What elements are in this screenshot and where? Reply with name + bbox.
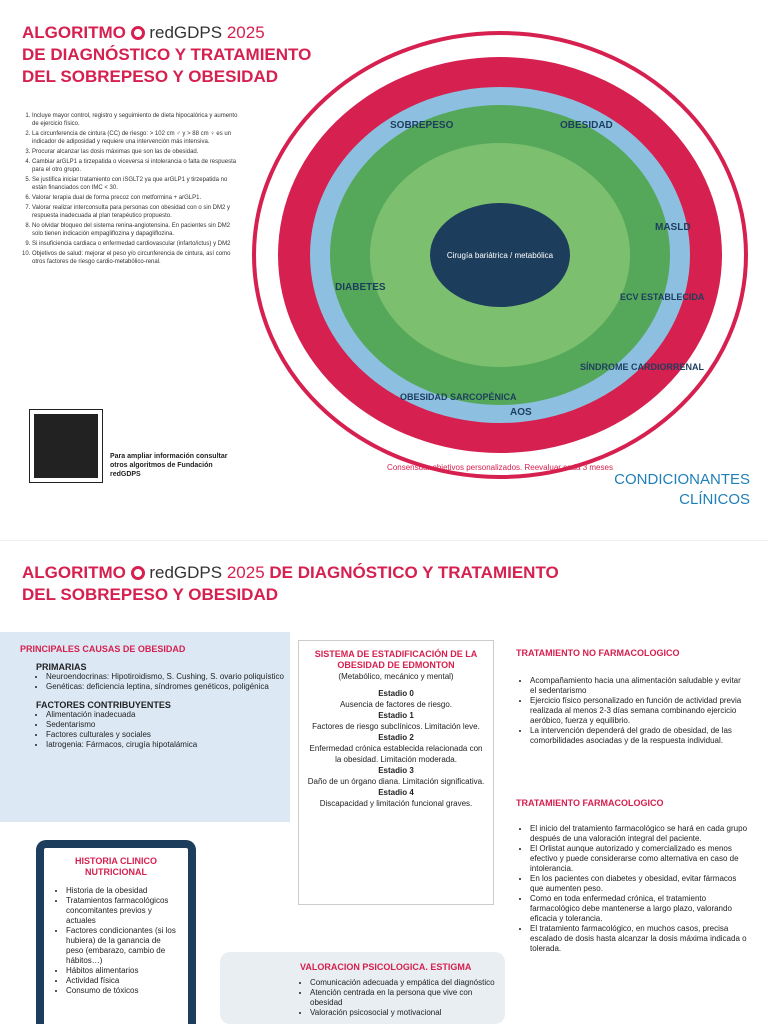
segment-obesidad: OBESIDAD — [560, 120, 613, 131]
stage-name: Estadio 4 — [378, 788, 414, 797]
list-item: • Iatrogenia: Fármacos, cirugía hipotalámica — [46, 740, 290, 750]
list-item: • Factores condicionantes (si los hubiera) de la ganancia de peso (embarazo, cambio de hábitos…) — [66, 926, 180, 966]
notes-list — [22, 112, 240, 268]
stage-name: Estadio 1 — [378, 711, 414, 720]
farma-list — [530, 824, 748, 954]
psico-title: VALORACION PSICOLOGICA. ESTIGMA — [300, 962, 472, 972]
note-item: 9. Si insuficiencia cardiaca o enfermedad cardiovascular (infarto/ictus) y DM2 — [32, 240, 240, 248]
primarias-list — [46, 672, 290, 692]
list-item: • Alimentación inadecuada — [46, 710, 290, 720]
stage-desc: Enfermedad crónica establecida relacionada con la obesidad. Limitación moderada. — [309, 744, 483, 764]
list-item: • El Orlistat aunque autorizado y comercializado es menos efectivo y puede considerarse como alternativa en caso de intolerancia. — [530, 844, 748, 874]
note-item: 8. No olvidar bloqueo del sistema renina-angiotensina. En pacientes sin DM2 solo tienen indicación empagliflozina y dapagliflozina. — [32, 222, 240, 238]
no-farma-section — [516, 648, 748, 746]
title-line-2: DE DIAGNÓSTICO Y TRATAMIENTO — [22, 45, 312, 64]
wheel-center-label: Cirugía bariátrica / metabólica — [446, 251, 554, 260]
stage-name: Estadio 2 — [378, 733, 414, 742]
segment-cardiorrenal: SÍNDROME CARDIORRENAL — [580, 362, 705, 372]
segment-ecv: ECV ESTABLECIDA — [620, 292, 705, 302]
qr-caption: Para ampliar información consultar otros algoritmos de Fundación redGDPS — [110, 453, 228, 478]
list-item: • El tratamiento farmacológico, en muchos casos, precisa escalado de dosis hasta alcanzar la dosis máxima indicada o tolerada. — [530, 924, 748, 954]
note-item: 1. Incluye mayor control, registro y seguimiento de dieta hipocalórica y aumento de ejercicio físico. — [32, 112, 240, 128]
section-divider — [0, 540, 768, 541]
list-item: • En los pacientes con diabetes y obesidad, evitar fármacos que aumenten peso. — [530, 874, 748, 894]
stage — [307, 732, 485, 765]
list-item: • La intervención dependerá del grado de obesidad, de las comorbilidades asociadas y de la respuesta individual. — [530, 726, 748, 746]
list-item: • Ejercicio físico personalizado en función de actividad previa realizada al menos 2-3 días semana combinando ejercicio aeróbico, fuerza y equilibrio. — [530, 696, 748, 726]
list-item: • Sedentarismo — [46, 720, 290, 730]
stage — [307, 765, 485, 787]
stage-desc: Discapacidad y limitación funcional graves. — [319, 799, 473, 808]
segment-diabetes: DIABETES — [335, 282, 386, 293]
list-item: • Tratamientos farmacológicos concomitantes previos y actuales — [66, 896, 180, 926]
stage-desc: Daño de un órgano diana. Limitación significativa. — [307, 777, 485, 786]
brand-name: redGDPS — [149, 563, 223, 582]
title2-line-1 — [22, 562, 559, 584]
condicionantes-label: CONDICIONANTES CLÍNICOS — [614, 471, 750, 508]
stage-desc: Ausencia de factores de riesgo. — [339, 700, 453, 709]
edmonton-card — [298, 640, 494, 905]
title-algoritmo: ALGORITMO — [22, 23, 126, 42]
psico-panel — [220, 952, 505, 1024]
causas-title: PRINCIPALES CAUSAS DE OBESIDAD — [20, 644, 186, 654]
segment-masld: MASLD — [655, 222, 691, 233]
stage-desc: Factores de riesgo subclínicos. Limitación leve. — [312, 722, 480, 731]
list-item: • Genéticas: deficiencia leptina, síndromes genéticos, poligénica — [46, 682, 290, 692]
farma-title: TRATAMIENTO FARMACOLOGICO — [516, 798, 664, 808]
factores-list — [46, 710, 290, 750]
list-item: • Neuroendocrinas: Hipotiroidismo, S. Cushing, S. ovario poliquístico — [46, 672, 290, 682]
title2-year: 2025 — [226, 563, 265, 582]
list-item: • Factores culturales y sociales — [46, 730, 290, 740]
list-item: • El inicio del tratamiento farmacológico se hará en cada grupo después de una valoración integral del paciente. — [530, 824, 748, 844]
wheel-bottom-text: Consensuar objetivos personalizados. Reevaluar cada 3 meses — [387, 463, 613, 472]
segment-aos: AOS — [510, 407, 532, 418]
algorithm-wheel — [250, 30, 750, 480]
list-item: • Consumo de tóxicos — [66, 986, 180, 996]
brand-logo-icon — [131, 566, 145, 580]
title2-algoritmo: ALGORITMO — [22, 563, 126, 582]
stage-name: Estadio 3 — [378, 766, 414, 775]
list-item: • Actividad física — [66, 976, 180, 986]
primarias-title: PRIMARIAS — [36, 662, 87, 672]
list-item: • Atención centrada en la persona que vive con obesidad — [310, 988, 505, 1008]
list-item: • Hábitos alimentarios — [66, 966, 180, 976]
list-item: • Acompañamiento hacia una alimentación saludable y evitar el sedentarismo — [530, 676, 748, 696]
segment-sarcopenica: OBESIDAD SARCOPÉNICA — [400, 392, 517, 402]
title-line-1 — [22, 22, 265, 44]
historia-list — [66, 886, 180, 996]
stage — [307, 710, 485, 732]
stage-name: Estadio 0 — [378, 689, 414, 698]
note-item: 7. Valorar realizar interconsulta para personas con obesidad con o sin DM2 y respuesta inadecuada al plan terapéutico propuesto. — [32, 204, 240, 220]
brand-logo-icon — [131, 26, 145, 40]
note-item: 4. Cambiar arGLP1 a tirzepatida o viceversa si intolerancia o falta de respuesta para el otro grupo. — [32, 158, 240, 174]
list-item: • Comunicación adecuada y empática del diagnóstico — [310, 978, 505, 988]
title2-main: DE DIAGNÓSTICO Y TRATAMIENTO — [269, 563, 559, 582]
title-line-3: DEL SOBREPESO Y OBESIDAD — [22, 67, 279, 86]
causas-panel — [0, 632, 290, 822]
historia-title: HISTORIA CLINICO NUTRICIONAL — [74, 856, 157, 877]
list-item: • Como en toda enfermedad crónica, el tratamiento farmacológico debe mantenerse a largo plazo, valorando eficacia y tolerancia. — [530, 894, 748, 924]
edmonton-title: SISTEMA DE ESTADIFICACIÓN DE LA OBESIDAD DE EDMONTON — [314, 649, 478, 670]
segment-sobrepeso: SOBREPESO — [390, 120, 454, 131]
note-item: 3. Procurar alcanzar las dosis máximas que son las de obesidad. — [32, 148, 240, 156]
title-year: 2025 — [226, 23, 265, 42]
farma-section — [516, 798, 748, 954]
factores-title: FACTORES CONTRIBUYENTES — [36, 700, 171, 710]
list-item: • Historia de la obesidad — [66, 886, 180, 896]
brand-name: redGDPS — [149, 23, 223, 42]
title2-line-2: DEL SOBREPESO Y OBESIDAD — [22, 585, 279, 604]
psico-list — [310, 978, 505, 1018]
note-item: 5. Se justifica iniciar tratamiento con iSGLT2 ya que arGLP1 y tirzepatida no están financiados con IMC < 30. — [32, 176, 240, 192]
list-item: • Valoración psicosocial y motivacional — [310, 1008, 505, 1018]
edmonton-subtitle: (Metabólico, mecánico y mental) — [338, 672, 454, 681]
note-item: 10. Objetivos de salud: mejorar el peso y/o circunferencia de cintura, así como otros factores de riesgo cardio-metabólico-renal. — [32, 250, 240, 266]
qr-code-icon[interactable] — [30, 410, 102, 482]
no-farma-title: TRATAMIENTO NO FARMACOLOGICO — [516, 648, 680, 658]
stage — [307, 688, 485, 710]
stage — [307, 787, 485, 809]
note-item: 2. La circunferencia de cintura (CC) de riesgo: > 102 cm ♂ y > 88 cm ♀ es un indicador de adiposidad y requiere una intervención más intensiva. — [32, 130, 240, 146]
no-farma-list — [530, 676, 748, 746]
historia-card — [36, 840, 196, 1024]
note-item: 6. Valorar terapia dual de forma precoz con metformina + arGLP1. — [32, 194, 240, 202]
